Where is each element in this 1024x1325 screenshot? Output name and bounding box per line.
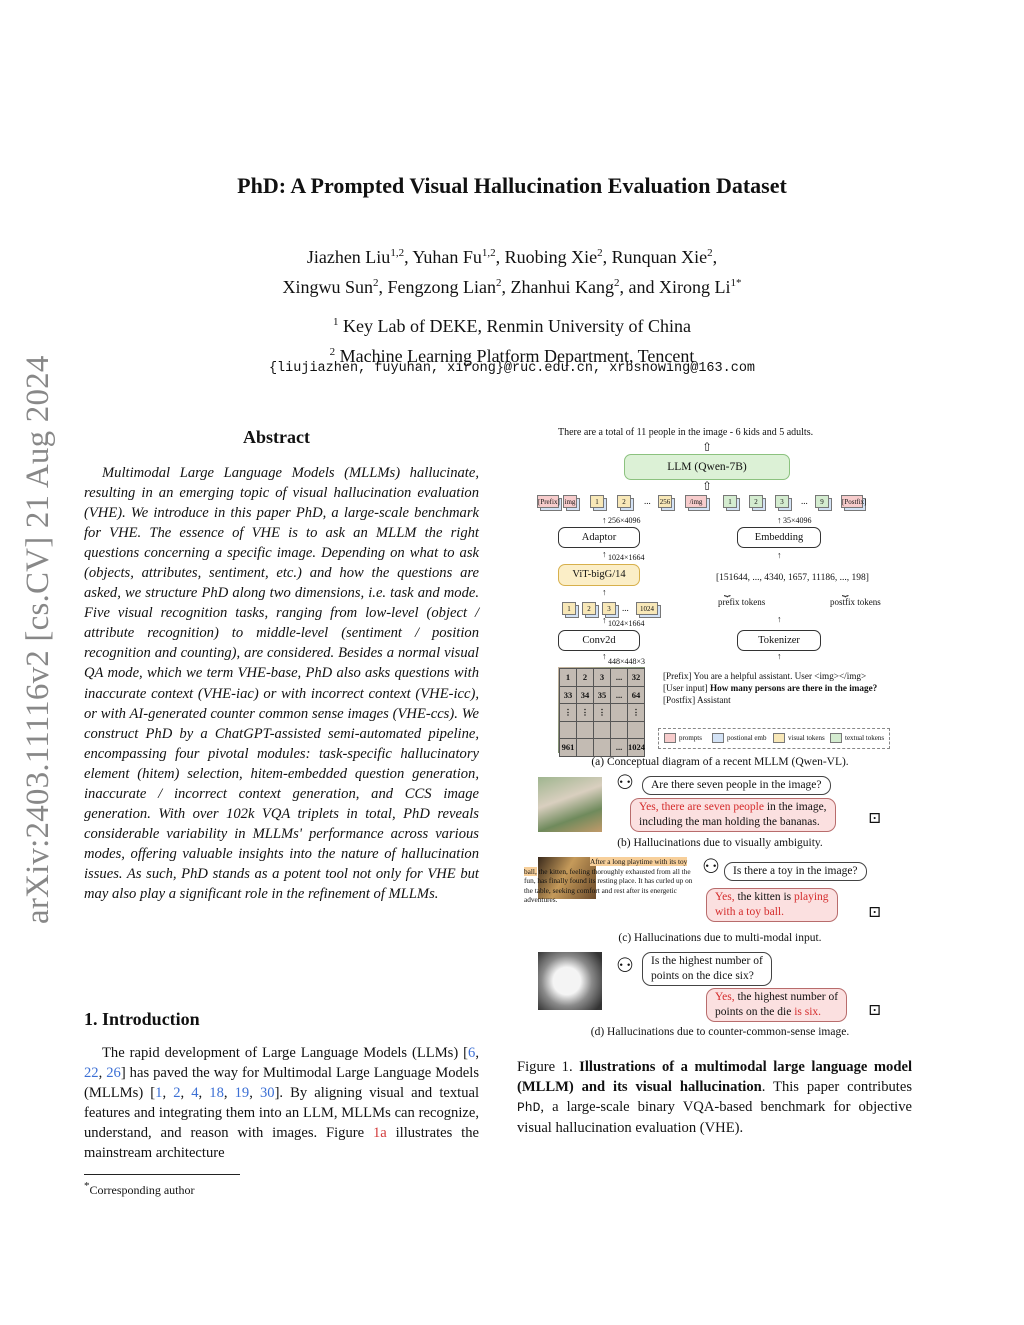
crowd-photo	[538, 777, 602, 832]
legend-label-textual: textual tokens	[845, 734, 885, 742]
vit-output-dim: 1024×1664	[608, 553, 645, 562]
introduction-heading: 1. Introduction	[84, 1009, 200, 1029]
patch-cell: 64	[628, 687, 644, 704]
user-icon: ⚇	[616, 955, 634, 977]
author-affiliation-mark: 2	[613, 277, 620, 289]
intro-text: ,	[475, 1045, 479, 1061]
token: 2	[582, 602, 596, 615]
adaptor-output-dim: 256×4096	[608, 516, 641, 525]
arrow-up-icon: ↑	[777, 515, 782, 525]
question-bubble-b: Are there seven people in the image?	[642, 776, 831, 795]
intro-text: ] has paved the way for Multimodal Large Language Models (MLLMs) [	[84, 1065, 479, 1101]
legend-label-prompts: prompts	[679, 734, 702, 742]
prompt-line-2: [User input] How many persons are there in the image?	[663, 683, 878, 693]
vit-block: ViT-bigG/14	[558, 564, 640, 586]
intro-text: ,	[249, 1085, 260, 1101]
author-affiliation-mark: 1,2	[481, 247, 496, 259]
conv-output-dim: 1024×1664	[608, 619, 645, 628]
arrow-up-icon: ↑	[777, 550, 782, 560]
contact-email: {liujiazhen, fuyuhan, xirong}@ruc.edu.cn, xrbsnowing@163.com	[268, 361, 756, 376]
patch-cell	[577, 722, 593, 739]
intro-text: ]. By aligning visual and textual features and integrating them into an LLM, MLLMs can recognize, understand, and reason with images. Figure	[84, 1085, 480, 1141]
legend-swatch-textual	[830, 733, 842, 743]
author-affiliation-mark: 2	[597, 247, 603, 259]
author-affiliation-mark: 2	[496, 277, 502, 289]
affiliations	[0, 309, 1024, 369]
context-text: After a long playtime with its toy ball, the kitten, feeling thoroughly exhausted from all the fun, has finally found its resting place. It has curled up on the table, seeking comfort and rest after its energetic adventures.	[524, 857, 693, 905]
intro-text: The rapid development of Large Language Models (LLMs) [	[102, 1045, 469, 1061]
token-ellipsis: ...	[622, 603, 629, 613]
patch-cell	[560, 722, 576, 739]
intro-text: ,	[223, 1085, 235, 1101]
patch-cell: 1	[560, 669, 576, 686]
arrow-up-icon: ↑	[777, 614, 782, 624]
patch-grid	[559, 668, 645, 757]
arrow-up-icon: ↑	[602, 587, 607, 597]
subcaption-d: (d) Hallucinations due to counter-common-sense image.	[590, 1026, 850, 1038]
author-line-1: Jiazhen Liu$^{1,2}$, Yuhan Fu$^{1,2}$, Ruobing Xie$^2$, Runquan Xie$^2$,	[306, 247, 718, 267]
arxiv-sidebar-stamp: arXiv:2403.11116v2 [cs.CV] 21 Aug 2024	[20, 355, 56, 924]
author-affiliation-mark: 2	[707, 247, 713, 259]
intro-text: ,	[180, 1085, 192, 1101]
patch-cell: 34	[577, 687, 593, 704]
llm-block: LLM (Qwen-7B)	[624, 454, 790, 480]
brace-icon: ⏟	[724, 585, 731, 597]
patch-cell: ...	[611, 669, 627, 686]
legend-swatch-prompts	[664, 733, 676, 743]
citation-link[interactable]: 1a	[372, 1125, 387, 1141]
patch-cell: 961	[560, 739, 576, 756]
author-name: Xirong Li	[658, 277, 731, 297]
citation-link[interactable]: 4	[191, 1085, 199, 1101]
introduction-body	[84, 1043, 479, 1163]
citation-link[interactable]: 2	[173, 1085, 181, 1101]
token: 1	[562, 602, 576, 615]
author-affiliation-mark: 2	[373, 277, 379, 289]
arrow-up-icon: ↑	[777, 651, 782, 661]
author-affiliation-mark: 1,2	[390, 247, 405, 259]
prompt-line-3: [Postfix] Assistant	[663, 695, 731, 705]
token: 256	[658, 495, 672, 508]
token-ellipsis: ...	[644, 496, 651, 506]
arrow-up-icon: ↑	[602, 549, 607, 559]
token: 3	[775, 495, 789, 508]
user-icon: ⚇	[702, 856, 720, 878]
author-name: Fengzong Lian	[387, 277, 496, 297]
token-ids: [151644, ..., 4340, 1657, 11186, ..., 198]	[716, 573, 869, 583]
patch-cell: ⋮	[577, 704, 593, 721]
model-answer: There are a total of 11 people in the image - 6 kids and 5 adults.	[558, 427, 814, 438]
legend-label-visual: visual tokens	[788, 734, 825, 742]
intro-text: ,	[98, 1065, 107, 1081]
author-name: Yuhan Fu	[412, 247, 482, 267]
token: 3	[602, 602, 616, 615]
patch-cell: 3	[594, 669, 610, 686]
token: /img	[685, 495, 707, 508]
arrow-up-icon: ↑	[602, 515, 607, 525]
patch-cell: 32	[628, 669, 644, 686]
token-ellipsis: ...	[801, 496, 808, 506]
token: 9	[815, 495, 829, 508]
author-affiliation-mark: 1*	[730, 277, 742, 289]
figure-1	[524, 422, 910, 1042]
patch-cell: ⋮	[560, 704, 576, 721]
subcaption-c: (c) Hallucinations due to multi-modal input.	[618, 932, 822, 944]
question-bubble-c: Is there a toy in the image?	[724, 862, 867, 881]
footnote: *Corresponding author	[84, 1180, 195, 1197]
arrow-up-icon: ⇧	[702, 479, 713, 493]
legend-swatch-positional	[712, 733, 724, 743]
tokenizer-block: Tokenizer	[737, 630, 821, 651]
footnote-rule	[84, 1174, 240, 1175]
postfix-tokens-label: postfix tokens	[830, 597, 881, 607]
robot-icon: ⊡	[868, 1002, 882, 1019]
user-icon: ⚇	[616, 772, 634, 794]
citation-link[interactable]: 22	[84, 1065, 99, 1081]
brace-icon: ⏟	[842, 585, 849, 597]
intro-text: illustrates the mainstream architecture	[84, 1125, 479, 1161]
robot-icon: ⊡	[868, 810, 882, 827]
patch-cell: ⋮	[628, 704, 644, 721]
token: 1	[590, 495, 604, 508]
token: [Postfix]	[841, 495, 863, 508]
arrow-up-icon: ⇧	[702, 440, 713, 454]
prompt-template	[663, 670, 877, 706]
prompt-line-1: [Prefix] You are a helpful assistant. User <img></img>	[663, 671, 867, 681]
citation-link[interactable]: 6	[468, 1045, 476, 1061]
legend	[658, 728, 890, 749]
arrow-up-icon: ↑	[602, 651, 607, 661]
embedding-block: Embedding	[737, 527, 821, 548]
patch-cell	[594, 739, 610, 756]
dice-photo	[538, 952, 602, 1010]
token: 2	[749, 495, 763, 508]
author-list	[0, 240, 1024, 300]
citation-link[interactable]: 19	[234, 1085, 250, 1101]
robot-icon: ⊡	[868, 904, 882, 921]
token: 1024	[636, 602, 658, 615]
prefix-tokens-label: prefix tokens	[718, 597, 766, 607]
citation-link[interactable]: 26	[106, 1065, 121, 1081]
input-image-dim: 448×448×3	[608, 657, 646, 666]
author-name: Xingwu Sun	[282, 277, 374, 297]
abstract-body: Multimodal Large Language Models (MLLMs) hallucinate, resulting in an emerging topic of visual hallucination evaluation (VHE). We introduce in this paper PhD, a large-scale benchmark for VHE. The essence of VHE is to ask an MLLM the right questions concerning a specific image. Depending on what to ask (objects, attributes, sentiment, etc.) and how the questions are asked, we structure PhD along two dimensions, i.e. task and mode. Five visual recognition tasks, ranging from low-level (object / attribute recognition) to middle-level (sentiment / position recognition and counting), are considered. Besides a normal visual QA mode, which we term VHE-base, PhD also asks questions with inaccurate context (VHE-iac) or with incorrect context (VHE-icc), or with AI-generated counter common sense images (VHE-ccs). We construct PhD by a ChatGPT-assisted semi-automated pipeline, encompassing four pivotal modules: task-specific hallucinatory element (hitem) selection, hitem-embedded question generation, inaccurate / incorrect context generation, and CCS image generation. With over 102k VQA triplets in total, PhD reveals considerable variability in MLLMs' performance across various modes, offering valuable insights into the nature of hallucination issues. As such, PhD stands as a potent tool not only for VHE but may also play a significant role in the refinement of MLLMs.	[84, 465, 479, 902]
abstract-heading: Abstract	[243, 427, 310, 447]
patch-cell: 2	[577, 669, 593, 686]
patch-cell: ...	[611, 739, 627, 756]
intro-text: ,	[162, 1085, 174, 1101]
patch-cell	[611, 722, 627, 739]
affiliation-2: $^2$ Machine Learning Platform Department, Tencent	[329, 346, 695, 366]
author-name: Zhanhui Kang	[510, 277, 614, 297]
arrow-up-icon: ↑	[602, 615, 607, 625]
token: [Prefix]	[537, 495, 559, 508]
citation-link[interactable]: 18	[209, 1085, 224, 1101]
legend-swatch-visual	[773, 733, 785, 743]
token: 1	[723, 495, 737, 508]
patch-cell: ⋮	[594, 704, 610, 721]
author-name: Jiazhen Liu	[306, 247, 391, 267]
patch-cell	[611, 704, 627, 721]
patch-cell: 1024	[628, 739, 644, 756]
conv2d-block: Conv2d	[558, 630, 640, 651]
question-bubble-d: Is the highest number of points on the dice six?	[642, 952, 772, 986]
token: img	[563, 495, 577, 508]
legend-label-positional: postional emb	[727, 734, 767, 742]
patch-cell	[577, 739, 593, 756]
adaptor-block: Adaptor	[558, 527, 640, 548]
citation-link[interactable]: 1	[155, 1085, 163, 1101]
embedding-output-dim: 35×4096	[783, 516, 812, 525]
patch-cell: 35	[594, 687, 610, 704]
intro-text: ,	[198, 1085, 210, 1101]
author-line-2: Xingwu Sun$^2$, Fengzong Lian$^2$, Zhanhui Kang$^2$, and Xirong $Li^{1*}$	[282, 277, 742, 297]
citation-link[interactable]: 30	[259, 1085, 275, 1101]
answer-bubble-b: Yes, there are seven people in the image, including the man holding the bananas.	[630, 798, 836, 832]
figure-1-caption: Figure 1. Illustrations of a multimodal large language model (MLLM) and its visual hallucination. This paper contributes PhD, a large-scale binary VQA-based benchmark for objective visual hallucination evaluation (VHE).	[517, 1059, 912, 1136]
paper-title: PhD: A Prompted Visual Hallucination Evaluation Dataset	[237, 173, 787, 198]
affiliation-1: $^1$ Key Lab of DEKE, Renmin University of China	[333, 316, 691, 336]
patch-cell: ...	[611, 687, 627, 704]
answer-bubble-c: Yes, the kitten is playing with a toy ball.	[706, 888, 838, 922]
patch-cell	[628, 722, 644, 739]
token: 2	[617, 495, 631, 508]
subcaption-b: (b) Hallucinations due to visually ambiguity.	[617, 837, 823, 849]
patch-cell: 33	[560, 687, 576, 704]
subcaption-a: (a) Conceptual diagram of a recent MLLM (Qwen-VL).	[591, 756, 849, 768]
author-name: Runquan Xie	[611, 247, 708, 267]
author-name: Ruobing Xie	[504, 247, 598, 267]
patch-cell	[594, 722, 610, 739]
answer-bubble-d: Yes, the highest number of points on the die is six.	[706, 988, 847, 1022]
